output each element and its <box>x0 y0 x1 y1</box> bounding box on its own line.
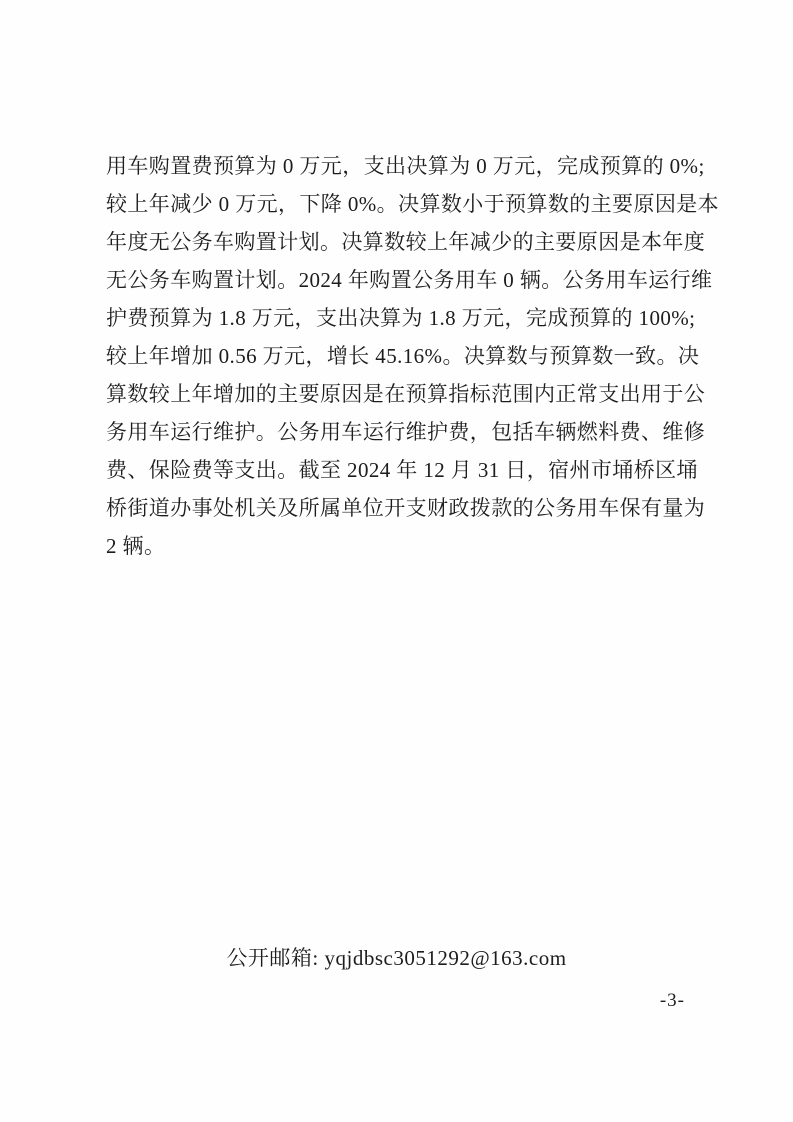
body-text-line: 2 辆。 <box>106 534 166 558</box>
body-text-line: 护费预算为 1.8 万元，支出决算为 1.8 万元，完成预算的 100%; <box>106 306 696 330</box>
body-text-line: 费、保险费等支出。截至 2024 年 12 月 31 日，宿州市埇桥区埇 <box>106 458 698 482</box>
public-email-line: 公开邮箱: yqjdbsc3051292@163.com <box>226 946 567 970</box>
body-paragraph <box>106 147 720 565</box>
body-text-line: 年度无公务车购置计划。决算数较上年减少的主要原因是本年度 <box>106 230 706 254</box>
body-text-line: 用车购置费预算为 0 万元，支出决算为 0 万元，完成预算的 0%; <box>106 154 705 178</box>
body-text-line: 较上年增加 0.56 万元，增长 45.16%。决算数与预算数一致。决 <box>106 344 700 368</box>
body-text-line: 务用车运行维护。公务用车运行维护费，包括车辆燃料费、维修 <box>106 420 706 444</box>
body-text-line: 较上年减少 0 万元，下降 0%。决算数小于预算数的主要原因是本 <box>106 192 720 216</box>
body-text-line: 算数较上年增加的主要原因是在预算指标范围内正常支出用于公 <box>106 382 706 406</box>
body-text-line: 桥街道办事处机关及所属单位开支财政拨款的公务用车保有量为 <box>106 496 706 520</box>
page-number: -3- <box>659 990 685 1011</box>
body-text-line: 无公务车购置计划。2024 年购置公务用车 0 辆。公务用车运行维 <box>106 268 713 292</box>
